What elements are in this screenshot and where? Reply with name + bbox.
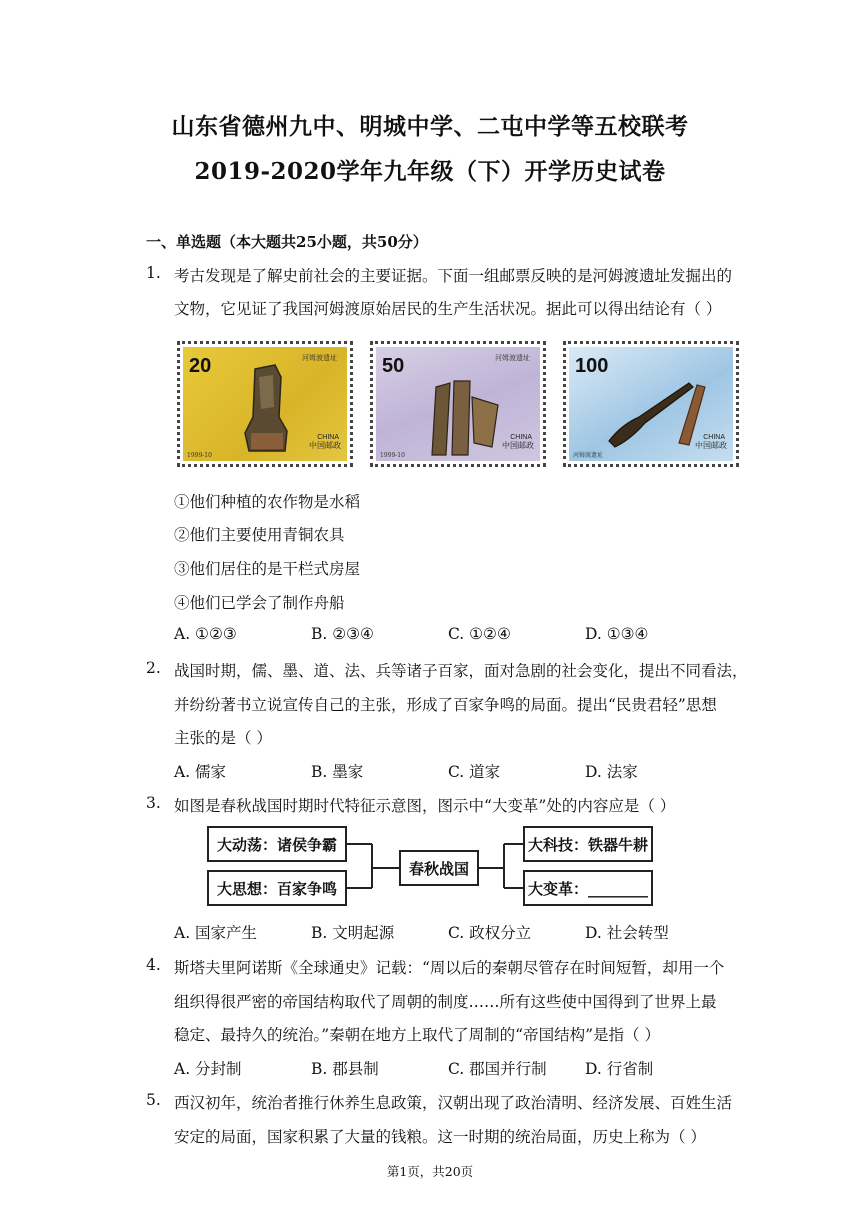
statement-item: ①他们种植的农作物是水稻 — [174, 493, 361, 511]
question-text: 战国时期，儒、墨、道、法、兵等诸子百家，面对急剧的社会变化，提出不同看法， — [174, 662, 748, 680]
option-d[interactable]: D. 社会转型 — [585, 924, 669, 942]
question-text: 考古发现是了解史前社会的主要证据。下面一组邮票反映的是河姆渡遗址发掘出的 — [174, 267, 733, 285]
question-text: 主张的是（ ） — [174, 729, 272, 747]
stamp-image — [177, 341, 353, 467]
stamp-country: CHINA — [510, 434, 532, 441]
diagram-box-center: 春秋战国 — [399, 850, 479, 886]
answer-options — [174, 625, 694, 647]
option-d[interactable]: D. 行省制 — [585, 1060, 654, 1078]
stamp-caption: 河姆渡遗址 — [495, 354, 530, 362]
diagram-box-left-top: 大动荡：诸侯争霸 — [207, 826, 347, 862]
question-text: 斯塔夫里阿诺斯《全球通史》记载：“周以后的秦朝尽管存在时间短暂，却用一个 — [174, 959, 725, 977]
stamp-image — [563, 341, 739, 467]
stamp-post: 中国邮政 — [309, 441, 341, 450]
question-number: 4. — [146, 956, 161, 974]
option-b[interactable]: B. 郡县制 — [311, 1060, 379, 1078]
question-text: 文物，它见证了我国河姆渡原始居民的生产生活状况。据此可以得出结论有（ ） — [174, 300, 722, 318]
stamp-caption: 河姆渡遗址 — [573, 452, 604, 459]
stamp-caption: 河姆渡遗址 — [302, 354, 337, 362]
option-b[interactable]: B. ②③④ — [311, 625, 374, 643]
answer-options — [174, 760, 694, 782]
option-a[interactable]: A. 儒家 — [174, 763, 227, 781]
statement-item: ②他们主要使用青铜农具 — [174, 526, 345, 544]
answer-options — [174, 921, 694, 943]
stamp-value: 20 — [189, 355, 212, 377]
stamp-image — [370, 341, 546, 467]
question-number: 3. — [146, 794, 161, 812]
diagram-box-left-bottom: 大思想：百家争鸣 — [207, 870, 347, 906]
question-text: 并纷纷著书立说宣传自己的主张，形成了百家争鸣的局面。提出“民贵君轻”思想 — [174, 696, 717, 714]
exam-title-line2: 2019-2020学年九年级（下）开学历史试卷 — [194, 158, 666, 185]
statement-item: ③他们居住的是干栏式房屋 — [174, 560, 361, 578]
answer-options — [174, 1057, 694, 1079]
question-text: 西汉初年，统治者推行休养生息政策，汉朝出现了政治清明、经济发展、百姓生活 — [174, 1094, 733, 1112]
option-d[interactable]: D. 法家 — [585, 763, 638, 781]
option-b[interactable]: B. 文明起源 — [311, 924, 395, 942]
option-a[interactable]: A. 国家产生 — [174, 924, 258, 942]
section-heading: 一、单选题（本大题共25小题，共50分） — [146, 233, 428, 251]
exam-title-line1: 山东省德州九中、明城中学、二屯中学等五校联考 — [171, 113, 689, 140]
stamp-value: 100 — [575, 355, 609, 377]
stamp-code: 1999-10 — [187, 452, 212, 459]
stamp-post: 中国邮政 — [695, 441, 727, 450]
question-text: 如图是春秋战国时期时代特征示意图，图示中“大变革”处的内容应是（ ） — [174, 797, 676, 815]
option-a[interactable]: A. 分封制 — [174, 1060, 242, 1078]
question-text: 稳定、最持久的统治。”秦朝在地方上取代了周制的“帝国结构”是指（ ） — [174, 1026, 660, 1044]
stamp-country: CHINA — [317, 434, 339, 441]
option-c[interactable]: C. 道家 — [448, 763, 501, 781]
question-number: 2. — [146, 659, 161, 677]
question-text: 组织得很严密的帝国结构取代了周朝的制度……所有这些使中国得到了世界上最 — [174, 993, 717, 1011]
statement-item: ④他们已学会了制作舟船 — [174, 594, 345, 612]
question-number: 1. — [146, 264, 161, 282]
stamp-value: 50 — [382, 355, 405, 377]
option-b[interactable]: B. 墨家 — [311, 763, 364, 781]
question-number: 5. — [146, 1091, 161, 1109]
page-number-footer: 第1页，共20页 — [386, 1164, 474, 1179]
option-d[interactable]: D. ①③④ — [585, 625, 649, 643]
diagram-box-right-top: 大科技：铁器牛耕 — [523, 826, 653, 862]
stamp-post: 中国邮政 — [502, 441, 534, 450]
option-c[interactable]: C. 郡国并行制 — [448, 1060, 547, 1078]
option-c[interactable]: C. ①②④ — [448, 625, 511, 643]
question-text: 安定的局面，国家积累了大量的钱粮。这一时期的统治局面，历史上称为（ ） — [174, 1128, 706, 1146]
option-c[interactable]: C. 政权分立 — [448, 924, 532, 942]
option-a[interactable]: A. ①②③ — [174, 625, 237, 643]
stamp-code: 1999-10 — [380, 452, 405, 459]
stamp-country: CHINA — [703, 434, 725, 441]
diagram-box-right-bottom: 大变革：________ — [523, 870, 653, 906]
